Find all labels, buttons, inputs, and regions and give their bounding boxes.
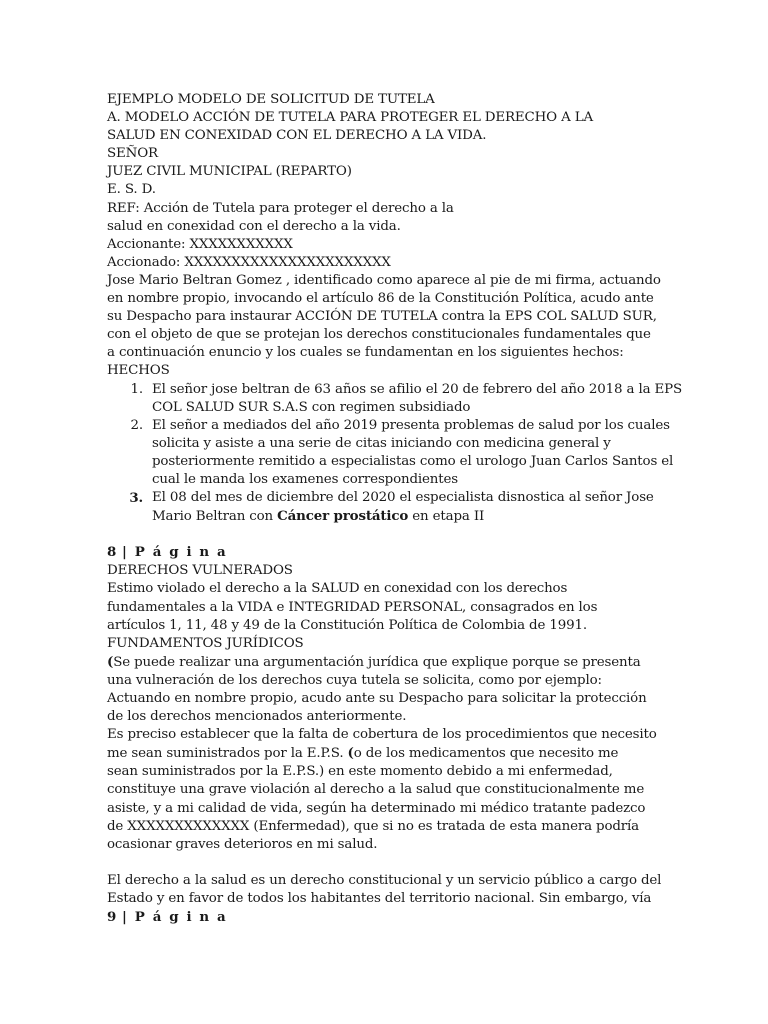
list-item-text: El señor a mediados del año 2019 presenta problemas de salud por los cuales: [152, 417, 670, 433]
fund-line-2: una vulneración de los derechos cuya tutela se solicita, como por ejemplo:: [107, 672, 602, 688]
list-item-text: cual le manda los examenes correspondientes: [152, 471, 459, 487]
list-number: 2.: [130, 417, 143, 433]
doc-title: EJEMPLO MODELO DE SOLICITUD DE TUTELA: [107, 92, 435, 107]
fund-line-6: me sean suministrados por la E.P.S. (o de los medicamentos que necesito me: [107, 745, 619, 762]
fund-line-5: Es preciso establecer que la falta de cobertura de los procedimientos que necesito: [107, 727, 657, 743]
list-item-text: COL SALUD SUR S.A.S con regimen subsidiado: [152, 399, 471, 415]
list-item-text: solicita y asiste a una serie de citas iniciando con medicina general y: [152, 435, 611, 451]
list-item: [107, 489, 667, 526]
ref-line-1: REF: Acción de Tutela para proteger el derecho a la: [107, 200, 454, 216]
derechos-line-2: fundamentales a la VIDA e INTEGRIDAD PERSONAL, consagrados en los: [107, 599, 598, 615]
fund-line-9: asiste, y a mi calidad de vida, según ha determinado mi médico tratante padezco: [107, 800, 646, 816]
hechos-list: [107, 381, 683, 527]
doc-subtitle-line-2: SALUD EN CONEXIDAD CON EL DERECHO A LA VIDA.: [107, 128, 487, 144]
fund-line-10: de XXXXXXXXXXXXX (Enfermedad), que si no es tratada de esta manera podría: [107, 818, 640, 834]
spacer: [107, 526, 667, 543]
list-item-text: El señor jose beltran de 63 años se afilio el 20 de febrero del año 2018 a la EPS: [152, 381, 683, 397]
fund-line-3: Actuando en nombre propio, acudo ante su Despacho para solicitar la protección: [107, 691, 647, 706]
document-page: [107, 91, 683, 927]
list-item-text: posteriormente remitido a especialistas como el urologo Juan Carlos Santos el: [152, 453, 674, 469]
intro-line-4: con el objeto de que se protejan los derechos constitucionales fundamentales que: [107, 327, 651, 343]
intro-line-5: a continuación enuncio y los cuales se fundamentan en los siguientes hechos:: [107, 345, 624, 361]
fund-line-4: de los derechos mencionados anteriormente.: [107, 709, 407, 725]
ref-line-2: salud en conexidad con el derecho a la vida.: [107, 218, 401, 234]
page-footer-9: 9 | P á g i n a: [107, 909, 228, 926]
fund-line-8: constituye una grave violación al derecho a la salud que constitucionalmente me: [107, 782, 645, 798]
judge-line: JUEZ CIVIL MUNICIPAL (REPARTO): [107, 164, 352, 180]
derechos-line-3: artículos 1, 11, 48 y 49 de la Constitución Política de Colombia de 1991.: [107, 617, 587, 633]
hechos-heading: HECHOS: [107, 363, 170, 379]
spacer: [107, 854, 667, 872]
diagnosis-bold: Cáncer prostático: [277, 508, 409, 525]
list-number: 3.: [129, 490, 143, 507]
fund-line-1: (Se puede realizar una argumentación jurídica que explique porque se presenta: [107, 653, 641, 670]
fund-line-7: sean suministrados por la E.P.S.) en este momento debido a mi enfermedad,: [107, 764, 613, 780]
closing-line-1: El derecho a la salud es un derecho constitucional y un servicio público a cargo del: [107, 872, 662, 888]
list-item: [107, 417, 674, 489]
list-item: [107, 381, 683, 417]
list-item-text: El 08 del mes de diciembre del 2020 el especialista disnostica al señor Jose: [152, 490, 654, 506]
closing-line-2: Estado y en favor de todos los habitantes del territorio nacional. Sin embargo, vía: [107, 890, 652, 906]
page-footer-8: 8 | P á g i n a: [107, 544, 228, 561]
accionado-line: Accionado: XXXXXXXXXXXXXXXXXXXXXX: [107, 254, 391, 270]
intro-line-2: en nombre propio, invocando el artículo 86 de la Constitución Política, acudo ante: [107, 291, 654, 307]
list-item-text: Mario Beltran con Cáncer prostático en etapa II: [152, 508, 485, 525]
addressee: SEÑOR: [107, 146, 158, 162]
intro-line-1: Jose Mario Beltran Gomez , identificado como aparece al pie de mi firma, actuando: [107, 272, 661, 288]
esd-line: E. S. D.: [107, 182, 156, 198]
fundamentos-heading: FUNDAMENTOS JURÍDICOS: [107, 635, 304, 651]
accionante-line: Accionante: XXXXXXXXXXX: [107, 236, 293, 252]
derechos-heading: DERECHOS VULNERADOS: [107, 563, 293, 579]
fund-line-11: ocasionar graves deterioros en mi salud.: [107, 836, 378, 852]
list-number: 1.: [130, 381, 143, 397]
derechos-line-1: Estimo violado el derecho a la SALUD en conexidad con los derechos: [107, 581, 568, 597]
doc-subtitle-line-1: A. MODELO ACCIÓN DE TUTELA PARA PROTEGER EL DERECHO A LA: [107, 110, 594, 126]
intro-line-3: su Despacho para instaurar ACCIÓN DE TUTELA contra la EPS COL SALUD SUR,: [107, 309, 657, 325]
